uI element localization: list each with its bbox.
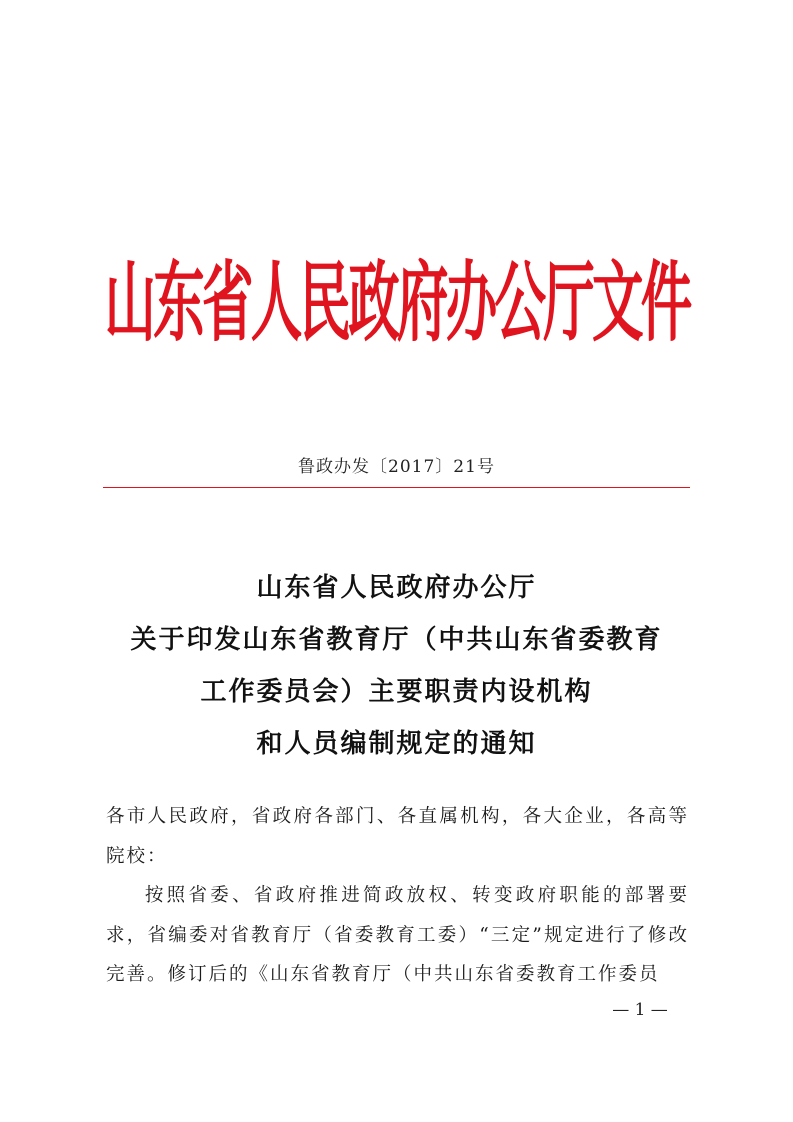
notice-title — [60, 562, 733, 770]
red-divider-rule — [103, 487, 690, 488]
title-line-4: 和人员编制规定的通知 — [256, 729, 537, 759]
document-number: 鲁政办发〔2017〕21号 — [298, 457, 495, 477]
salutation: 各市人民政府，省政府各部门、各直属机构，各大企业，各高等院校： — [106, 806, 689, 867]
title-line-1: 山东省人民政府办公厅 — [256, 573, 537, 603]
title-line-3: 工作委员会）主要职责内设机构 — [200, 677, 593, 707]
title-line-2: 关于印发山东省教育厅（中共山东省委教育 — [130, 625, 663, 655]
body-text — [106, 797, 689, 995]
page-number: — 1 — — [612, 1000, 668, 1020]
masthead-title: 山东省人民政府办公厅文件 — [103, 251, 690, 355]
body-paragraph-1: 按照省委、省政府推进简政放权、转变政府职能的部署要求，省编委对省教育厅（省委教育工委）“三定”规定进行了修改完善。修订后的《山东省教育厅（中共山东省委教育工作委员 — [106, 885, 689, 985]
masthead — [100, 238, 693, 368]
